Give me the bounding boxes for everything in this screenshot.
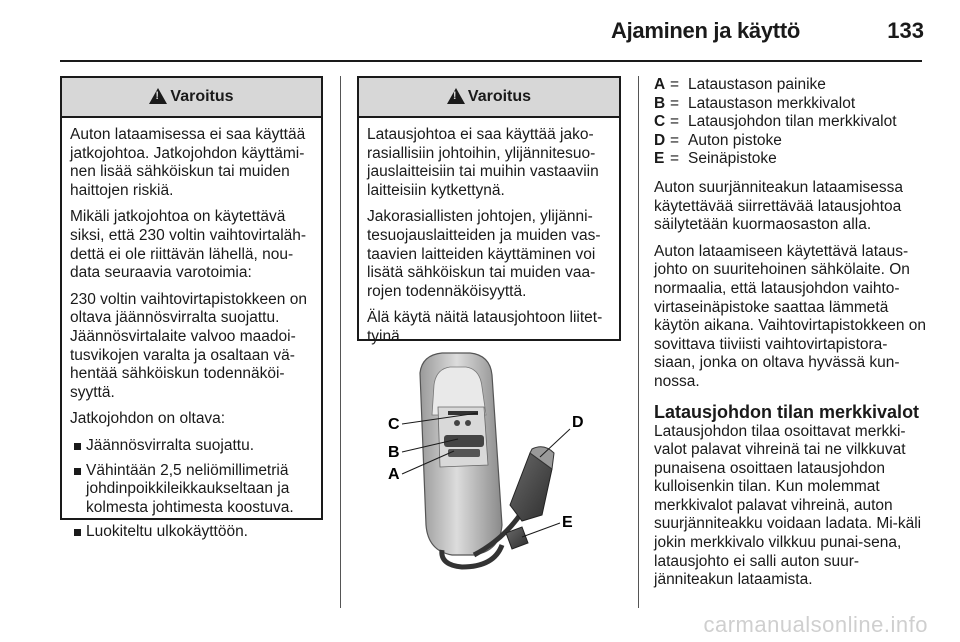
warning-header [359, 78, 619, 118]
list-item: Vähintään 2,5 neliömillimetriä johdinpoikkileikkaukseltaan ja kolmesta johtimesta koostuva. [70, 462, 314, 518]
warning-paragraph: 230 voltin vaihtovirtapistokkeen on oltava jäännösvirralta suojattu. Jäännösvirtalaite valvoo maadoi-tusvikojen varalta ja osaltaan vä-hentää sähköiskun todennäköi-syyttä. [70, 290, 307, 401]
legend-key: A [654, 76, 666, 93]
legend-eq: = [670, 94, 680, 112]
warning-box-power-strip [357, 76, 621, 345]
legend-text: Auton pistoke [688, 131, 782, 149]
list-item: Jäännösvirralta suojattu. [70, 437, 314, 456]
column-divider-left [340, 76, 341, 608]
list-item: Luokiteltu ulkokäyttöön. [70, 523, 314, 542]
warning-body [359, 118, 619, 361]
warning-paragraph: Jatkojohdon on oltava: [70, 410, 226, 428]
warning-triangle-icon [149, 88, 167, 104]
running-header-title: Ajaminen ja käyttö [611, 18, 800, 43]
figure-legend [654, 76, 926, 169]
body-paragraph: Auton suurjänniteakun lataamisessa käytettävää siirrettävää latausjohtoa säilytetään kuormaosaston alla. [654, 178, 904, 234]
body-paragraph: Auton lataamiseen käytettävä lataus-johto on suuritehoinen sähkölaite. On normaalia, että latausjohdon vaihto-virtaseinäpistoke saattaa lämmetä käytön aikana. Vaihtovirtapistokkeen on sovittava tiiviisti vaihtovirtapistora-siaan, jonka on oltava hyvässä kun-nossa. [654, 242, 926, 390]
legend-text: Lataustason merkkivalot [688, 94, 856, 112]
warning-header [62, 78, 321, 118]
legend-key: B [654, 94, 666, 112]
section-body: Latausjohdon tilaa osoittavat merkki-valot palavat vihreinä tai ne vilkkuvat punaisena osoittaen latausjohdon kulloisenkin tilan. Kun molemmat merkkivalot palavat vihreinä, auton suurjänniteakku voidaan ladata. Mi-käli jokin merkkivalo vilkkuu punai-sena, latausjohto ei salli auton suur-jänniteakun lataamista. [654, 422, 922, 589]
warning-box-extension-cord [60, 76, 323, 541]
legend-key: C [654, 113, 666, 131]
warning-paragraph: Auton lataamisessa ei saa käyttää jatkojohtoa. Jatkojohdon käyttämi-nen lisää sähköiskun tai muiden haittojen riskiä. [70, 126, 306, 199]
charging-cord-illustration [382, 345, 596, 570]
requirements-list [70, 437, 314, 542]
legend-key: D [654, 131, 666, 149]
callout-label-d: D [572, 414, 584, 431]
charging-cord-drawing [382, 345, 596, 570]
legend-text: Seinäpistoke [688, 150, 777, 168]
legend-eq: = [670, 150, 680, 168]
section-heading: Latausjohdon tilan merkkivalot [654, 401, 920, 422]
legend-text: Lataustason painike [688, 76, 826, 93]
warning-body [62, 118, 321, 554]
warning-paragraph: Latausjohtoa ei saa käyttää jako-rasiallisiin johtoihin, ylijännitesuo-jauslaitteisiin tai muihin vastaaviin laitteisiin kytkettynä. [367, 126, 599, 199]
warning-paragraph: Älä käytä näitä latausjohtoon liitet-tyinä. [367, 309, 603, 345]
page-number: 133 [887, 18, 924, 43]
warning-heading: Varoitus [170, 88, 234, 105]
legend-eq: = [670, 76, 680, 93]
legend-text: Latausjohdon tilan merkkivalot [688, 113, 897, 131]
callout-label-b: B [388, 444, 400, 461]
callout-label-a: A [388, 466, 400, 483]
right-column [654, 76, 926, 598]
legend-eq: = [670, 131, 680, 149]
warning-paragraph: Mikäli jatkojohtoa on käytettävä siksi, että 230 voltin vaihtovirtaläh-dettä ei ole riittävän lähellä, nou-data seuraavia varotoimia: [70, 208, 307, 282]
warning-heading: Varoitus [467, 88, 532, 105]
legend-eq: = [670, 113, 680, 131]
warning-triangle-icon [447, 88, 465, 104]
callout-label-c: C [388, 416, 400, 433]
header-divider [60, 60, 922, 62]
legend-key: E [654, 150, 665, 168]
footer-watermark: carmanualsonline.info [703, 612, 928, 637]
warning-paragraph: Jakorasiallisten johtojen, ylijänni-tesuojauslaitteiden ja muiden vas-taavien laitteiden käyttäminen voi lisätä sähköiskun tai muiden vaa-rojen todennäköisyyttä. [367, 208, 601, 300]
callout-label-e: E [562, 514, 573, 531]
column-divider-right [638, 76, 639, 608]
